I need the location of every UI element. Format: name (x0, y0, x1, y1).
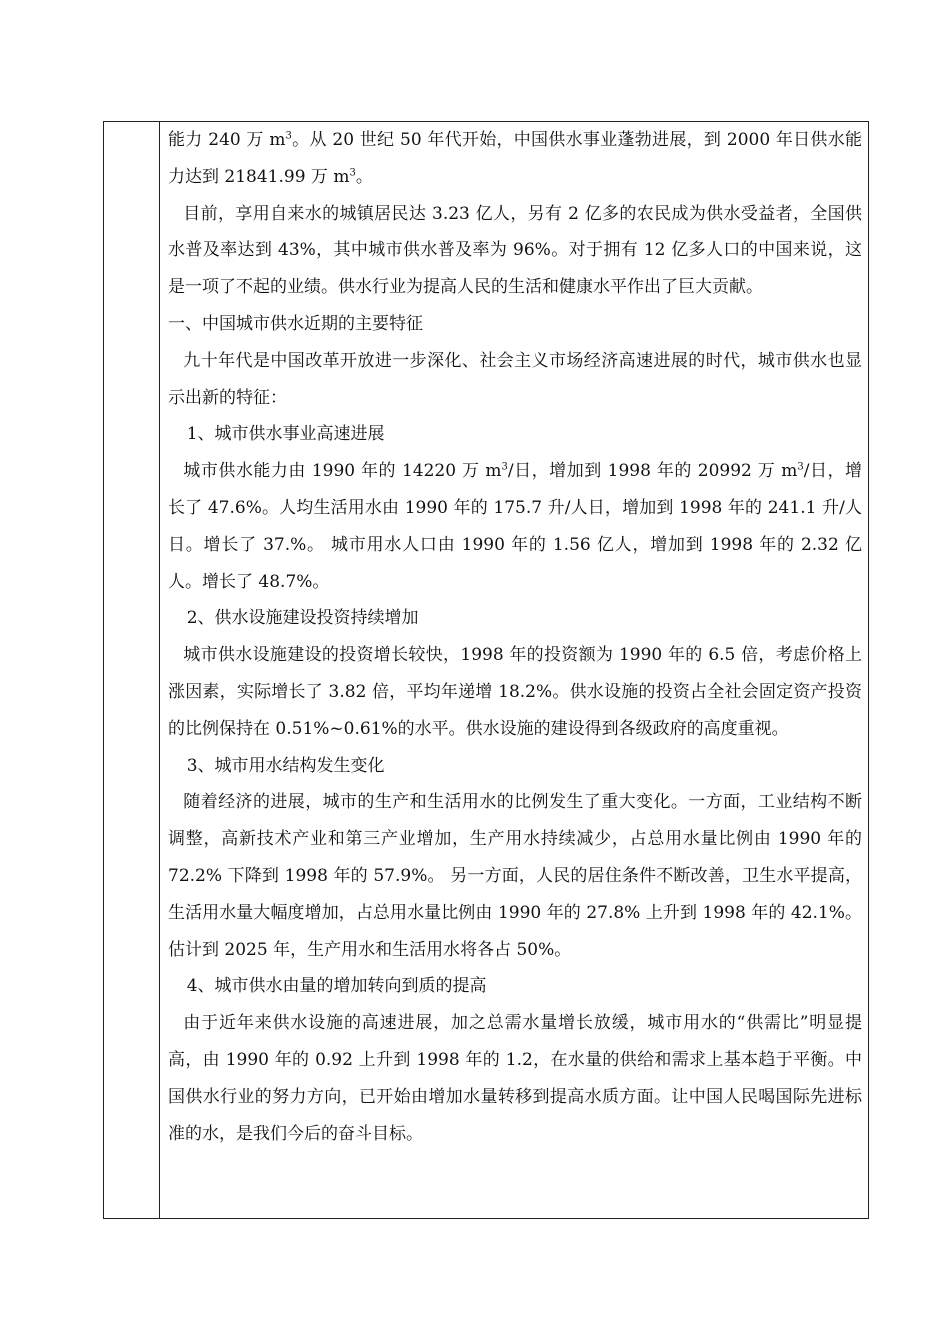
paragraph-growth (168, 453, 862, 600)
paragraph-nineties: 九十年代是中国改革开放进一步深化、社会主义市场经济高速进展的时代，城市供水也显示出新的特征： (168, 350, 862, 408)
section-heading: 一、中国城市供水近期的主要特征 (168, 313, 423, 334)
paragraph-quality: 由于近年来供水设施的高速进展，加之总需水量增长放缓，城市用水的“供需比”明显提高，由 1990 年的 0.92 上升到 1998 年的 1.2，在水量的供给和需求上基本趋于平衡。中国供水行业的努力方向，已开始由增加水量转移到提高水质方面。让中国人民喝国际先进标准的水，是我们今后的奋斗目标。 (168, 1013, 862, 1144)
superscript: 3 (285, 130, 292, 142)
subsection-heading-1: 1、城市供水事业高速进展 (186, 424, 385, 445)
text-run: 。从 20 世纪 50 年代开始，中国供水事业蓬勃进展，到 2000 年日供水能力达到 21841.99 万 m (168, 130, 862, 187)
subsection-heading-2: 2、供水设施建设投资持续增加 (186, 608, 419, 629)
superscript: 3 (501, 461, 508, 473)
paragraph-current-status: 目前，享用自来水的城镇居民达 3.23 亿人，另有 2 亿多的农民成为供水受益者，全国供水普及率达到 43%，其中城市供水普及率为 96%。对于拥有 12 亿多人口的中国来说，这是一项了不起的业绩。供水行业为提高人民的生活和健康水平作出了巨大贡献。 (168, 203, 862, 298)
superscript: 3 (797, 461, 804, 473)
text-run: /日，增长了 47.6%。人均生活用水由 1990 年的 175.7 升/人日，增加到 1998 年的 241.1 升/人日。增长了 37.%。 城市用水人口由 1990 年的 1.56 亿人，增加到 1998 年的 2.32 亿人。增长了 48.7%。 (168, 461, 862, 592)
paragraph-water-structure: 随着经济的进展，城市的生产和生活用水的比例发生了重大变化。一方面，工业结构不断调整，高新技术产业和第三产业增加，生产用水持续减少，占总用水量比例由 1990 年的 72.2% 下降到 1998 年的 57.9%。 另一方面，人民的居住条件不断改善，卫生水平提高，生活用水量大幅度增加，占总用水量比例由 1990 年的 27.8% 上升到 1998 年的 42.1%。估计到 2025 年，生产用水和生活用水将各占 50%。 (168, 792, 862, 960)
column-divider (159, 121, 160, 1219)
text-run: 城市供水能力由 1990 年的 14220 万 m (183, 461, 502, 482)
subsection-heading-4: 4、城市供水由量的增加转向到质的提高 (186, 976, 487, 997)
text-run: /日，增加到 1998 年的 20992 万 m (507, 461, 798, 482)
document-body (168, 122, 862, 1152)
paragraph-investment: 城市供水设施建设的投资增长较快，1998 年的投资额为 1990 年的 6.5 倍，考虑价格上涨因素，实际增长了 3.82 倍，平均年递增 18.2%。供水设施的投资占全社会固定资产投资的比例保持在 0.51%~0.61%的水平。供水设施的建设得到各级政府的高度重视。 (168, 645, 862, 739)
subsection-heading-3: 3、城市用水结构发生变化 (186, 755, 385, 776)
paragraph-supply-capacity (168, 122, 862, 196)
text-run: 。 (355, 166, 373, 187)
text-run: 能力 240 万 m (168, 130, 286, 150)
superscript: 3 (349, 167, 356, 179)
